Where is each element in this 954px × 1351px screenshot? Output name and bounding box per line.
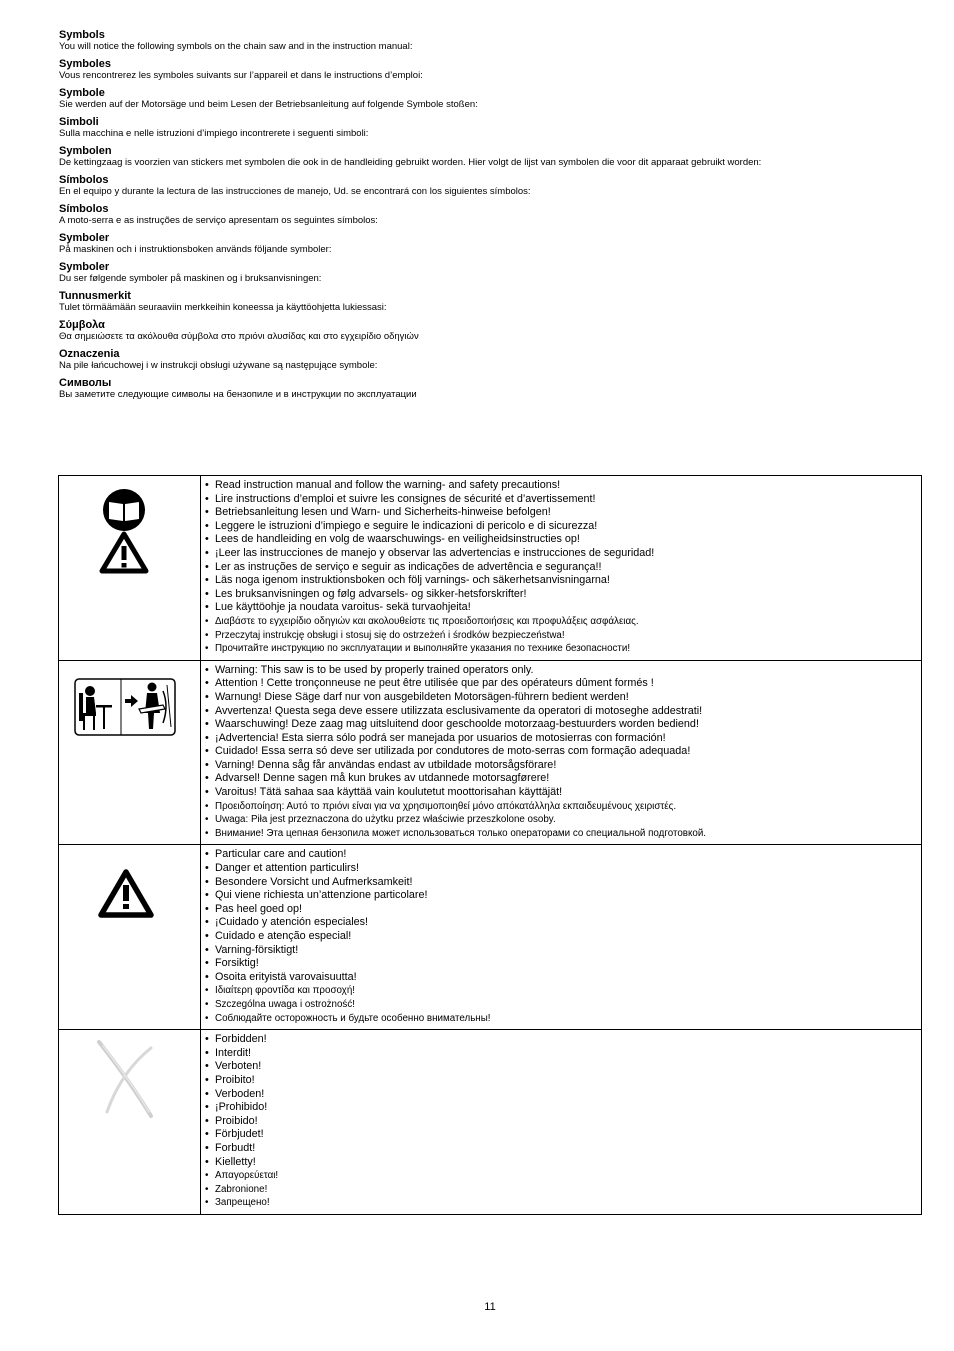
list-item: • Przeczytaj instrukcję obsługi i stosuj się do ostrzeżeń i środków bezpieczeństwa! xyxy=(205,629,917,643)
intro-title: Σύμβολα xyxy=(59,319,105,331)
read-manual-list xyxy=(205,479,917,656)
symbol-row-caution xyxy=(59,845,922,1030)
intro-title: Symboler xyxy=(59,261,110,273)
list-item: • Qui viene richiesta un’attenzione particolare! xyxy=(205,889,917,903)
list-item: • Varning-försiktigt! xyxy=(205,944,917,958)
intro-title: Símbolos xyxy=(59,203,109,215)
list-item: • Betriebsanleitung lesen und Warn- und Sicherheits-hinweise befolgen! xyxy=(205,506,917,520)
icon-cell xyxy=(59,1030,201,1215)
icon-cell xyxy=(59,476,201,661)
list-item: • Απαγορεύεται! xyxy=(205,1169,917,1183)
intro-block-el xyxy=(59,319,929,343)
intro-text: Tulet törmäämään seuraaviin merkkeihin koneessa ja käyttöohjetta lukiessasi: xyxy=(59,302,387,313)
forbidden-cross-icon xyxy=(59,1030,200,1205)
intro-text: Sie werden auf der Motorsäge und beim Lesen der Betriebsanleitung auf folgende Symbole stoßen: xyxy=(59,99,478,110)
list-item: • Cuidado! Essa serra só deve ser utilizada por condutores de moto-serras com formação adequada! xyxy=(205,745,917,759)
list-item: • Les bruksanvisningen og følg advarsels- og sikker-hetsforskrifter! xyxy=(205,588,917,602)
text-cell xyxy=(201,845,922,1030)
icon-cell xyxy=(59,660,201,845)
list-item: • Läs noga igenom instruktionsboken och följ varnings- och säkerhetsanvisningarna! xyxy=(205,574,917,588)
list-item: • ¡Leer las instrucciones de manejo y observar las advertencias e instrucciones de seguridad! xyxy=(205,547,917,561)
list-item: • Προειδοποίηση: Αυτό το πριόνι είναι για να χρησιμοποιηθεί μόνο απόκατάλληλα εκπαιδευμένους χειριστές. xyxy=(205,800,917,814)
list-item: • Соблюдайте осторожность и будьте особенно внимательны! xyxy=(205,1012,917,1026)
list-item: • Pas heel goed op! xyxy=(205,903,917,917)
list-item: • ¡Cuidado y atención especiales! xyxy=(205,916,917,930)
list-item: • Interdit! xyxy=(205,1047,917,1061)
caution-list xyxy=(205,848,917,1025)
page-number: 11 xyxy=(484,1301,496,1313)
intro-title: Symbole xyxy=(59,87,105,99)
symbol-row-forbidden xyxy=(59,1030,922,1215)
manual-and-warning-icon xyxy=(59,476,200,651)
intro-block-es xyxy=(59,174,929,198)
intro-block-nl xyxy=(59,145,929,169)
list-item: • Zabronione! xyxy=(205,1183,917,1197)
list-item: • Ler as instruções de serviço e seguir as indicações de advertência e segurança!! xyxy=(205,561,917,575)
intro-block-sv xyxy=(59,232,929,256)
list-item: • Leggere le istruzioni d’impiego e seguire le indicazioni di pericolo e di sicurezza! xyxy=(205,520,917,534)
list-item: • Read instruction manual and follow the warning- and safety precautions! xyxy=(205,479,917,493)
list-item: • Szczególna uwaga i ostrożność! xyxy=(205,998,917,1012)
list-item: • Прочитайте инструкцию по эксплуатации и выполняйте указания по технике безопасности! xyxy=(205,642,917,656)
list-item: • Запрещено! xyxy=(205,1196,917,1210)
list-item: • Waarschuwing! Deze zaag mag uitsluitend door geschoolde motorzaag-bestuurders worden bediend! xyxy=(205,718,917,732)
intro-block-fi xyxy=(59,290,929,314)
intro-block-pt xyxy=(59,203,929,227)
list-item: • Cuidado e atenção especial! xyxy=(205,930,917,944)
list-item: • Warnung! Diese Säge darf nur von ausgebildeten Motorsägen-führern bedient werden! xyxy=(205,691,917,705)
list-item: • Ιδιαίτερη φροντίδα και προσοχή! xyxy=(205,984,917,998)
intro-title: Símbolos xyxy=(59,174,109,186)
forbidden-list xyxy=(205,1033,917,1210)
text-cell xyxy=(201,1030,922,1215)
list-item: • Proibido! xyxy=(205,1115,917,1129)
list-item: • Kielletty! xyxy=(205,1156,917,1170)
intro-title: Symbols xyxy=(59,29,105,41)
list-item: • Lire instructions d’emploi et suivre les consignes de sécurité et d’avertissement! xyxy=(205,493,917,507)
intro-text: Du ser følgende symboler på maskinen og i bruksanvisningen: xyxy=(59,273,322,284)
intro-text: Вы заметите следующие символы на бензопиле и в инструкции по эксплуатации xyxy=(59,389,417,400)
list-item: • Внимание! Эта цепная бензопила может использоваться только операторами со специальной подготовкой. xyxy=(205,827,917,841)
intro-block-de xyxy=(59,87,929,111)
list-item: • Διαβάστε το εγχειρίδιο οδηγιών και ακολουθείστε τις προειδοποιήσεις και προφυλάξεις ασφάλειας. xyxy=(205,615,917,629)
intro-title: Символы xyxy=(59,377,112,389)
caution-triangle-icon xyxy=(59,845,200,1021)
text-cell xyxy=(201,476,922,661)
intro-title: Tunnusmerkit xyxy=(59,290,131,302)
intro-block-en xyxy=(59,29,929,53)
intro-block-it xyxy=(59,116,929,140)
list-item: • Verboden! xyxy=(205,1088,917,1102)
list-item: • Uwaga: Piła jest przeznaczona do użytku przez właściwie przeszkolone osoby. xyxy=(205,813,917,827)
list-item: • Danger et attention particulirs! xyxy=(205,862,917,876)
icon-cell xyxy=(59,845,201,1030)
trained-operator-list xyxy=(205,664,917,841)
intro-text: Sulla macchina e nelle istruzioni d’impiego incontrerete i seguenti simboli: xyxy=(59,128,369,139)
list-item: • Avvertenza! Questa sega deve essere utilizzata esclusivamente da operatori di motoseghe addestrati! xyxy=(205,705,917,719)
intro-section xyxy=(59,29,929,406)
intro-text: De kettingzaag is voorzien van stickers met symbolen die ook in de handleiding gebruikt worden. Hier volgt de lijst van symbolen die voor dit apparaat gebruikt worden: xyxy=(59,157,762,168)
intro-text: Vous rencontrerez les symboles suivants sur l’appareil et dans le instructions d’emploi: xyxy=(59,70,423,81)
list-item: • ¡Advertencia! Esta sierra sólo podrá ser manejada por usuarios de motosierras con formación! xyxy=(205,732,917,746)
list-item: • Forsiktig! xyxy=(205,957,917,971)
list-item: • Forbudt! xyxy=(205,1142,917,1156)
list-item: • Varning! Denna såg får användas endast av utbildade motorsågsförare! xyxy=(205,759,917,773)
intro-block-no xyxy=(59,261,929,285)
intro-block-pl xyxy=(59,348,929,372)
intro-title: Symbolen xyxy=(59,145,112,157)
symbol-row-read-manual xyxy=(59,476,922,661)
list-item: • Varoitus! Tätä sahaa saa käyttää vain koulutetut moottorisahan käyttäjät! xyxy=(205,786,917,800)
list-item: • Besondere Vorsicht und Aufmerksamkeit! xyxy=(205,876,917,890)
list-item: • Förbjudet! xyxy=(205,1128,917,1142)
intro-title: Symboler xyxy=(59,232,110,244)
symbol-row-trained-operator xyxy=(59,660,922,845)
intro-text: På maskinen och i instruktionsboken används följande symboler: xyxy=(59,244,332,255)
symbol-table xyxy=(58,475,922,1215)
intro-text: Θα σημειώσετε τα ακόλουθα σύμβολα στο πριόνι αλυσίδας και στο εγχειρίδιο οδηγιών xyxy=(59,331,419,342)
list-item: • Advarsel! Denne sagen må kun brukes av utdannede motorsagførere! xyxy=(205,772,917,786)
list-item: • Proibito! xyxy=(205,1074,917,1088)
text-cell xyxy=(201,660,922,845)
intro-block-fr xyxy=(59,58,929,82)
intro-text: Na pile łańcuchowej i w instrukcji obsługi używane są następujące symbole: xyxy=(59,360,378,371)
list-item: • Verboten! xyxy=(205,1060,917,1074)
intro-title: Oznaczenia xyxy=(59,348,120,360)
intro-text: En el equipo y durante la lectura de las instrucciones de manejo, Ud. se encontrará con los siguientes símbolos: xyxy=(59,186,531,197)
trained-operator-icon xyxy=(59,661,200,835)
intro-title: Symboles xyxy=(59,58,111,70)
intro-title: Simboli xyxy=(59,116,99,128)
intro-text: A moto-serra e as instruções de serviço apresentam os seguintes símbolos: xyxy=(59,215,378,226)
list-item: • Lue käyttöohje ja noudata varoitus- sekä turvaohjeita! xyxy=(205,601,917,615)
intro-text: You will notice the following symbols on the chain saw and in the instruction manual: xyxy=(59,41,413,52)
list-item: • Osoita erityistä varovaisuutta! xyxy=(205,971,917,985)
list-item: • Particular care and caution! xyxy=(205,848,917,862)
list-item: • Attention ! Cette tronçonneuse ne peut être utilisée que par des opérateurs dûment formés ! xyxy=(205,677,917,691)
list-item: • Warning: This saw is to be used by properly trained operators only. xyxy=(205,664,917,678)
list-item: • Lees de handleiding en volg de waarschuwings- en veiligheidsinstructies op! xyxy=(205,533,917,547)
intro-block-ru xyxy=(59,377,929,401)
list-item: • ¡Prohibido! xyxy=(205,1101,917,1115)
list-item: • Forbidden! xyxy=(205,1033,917,1047)
